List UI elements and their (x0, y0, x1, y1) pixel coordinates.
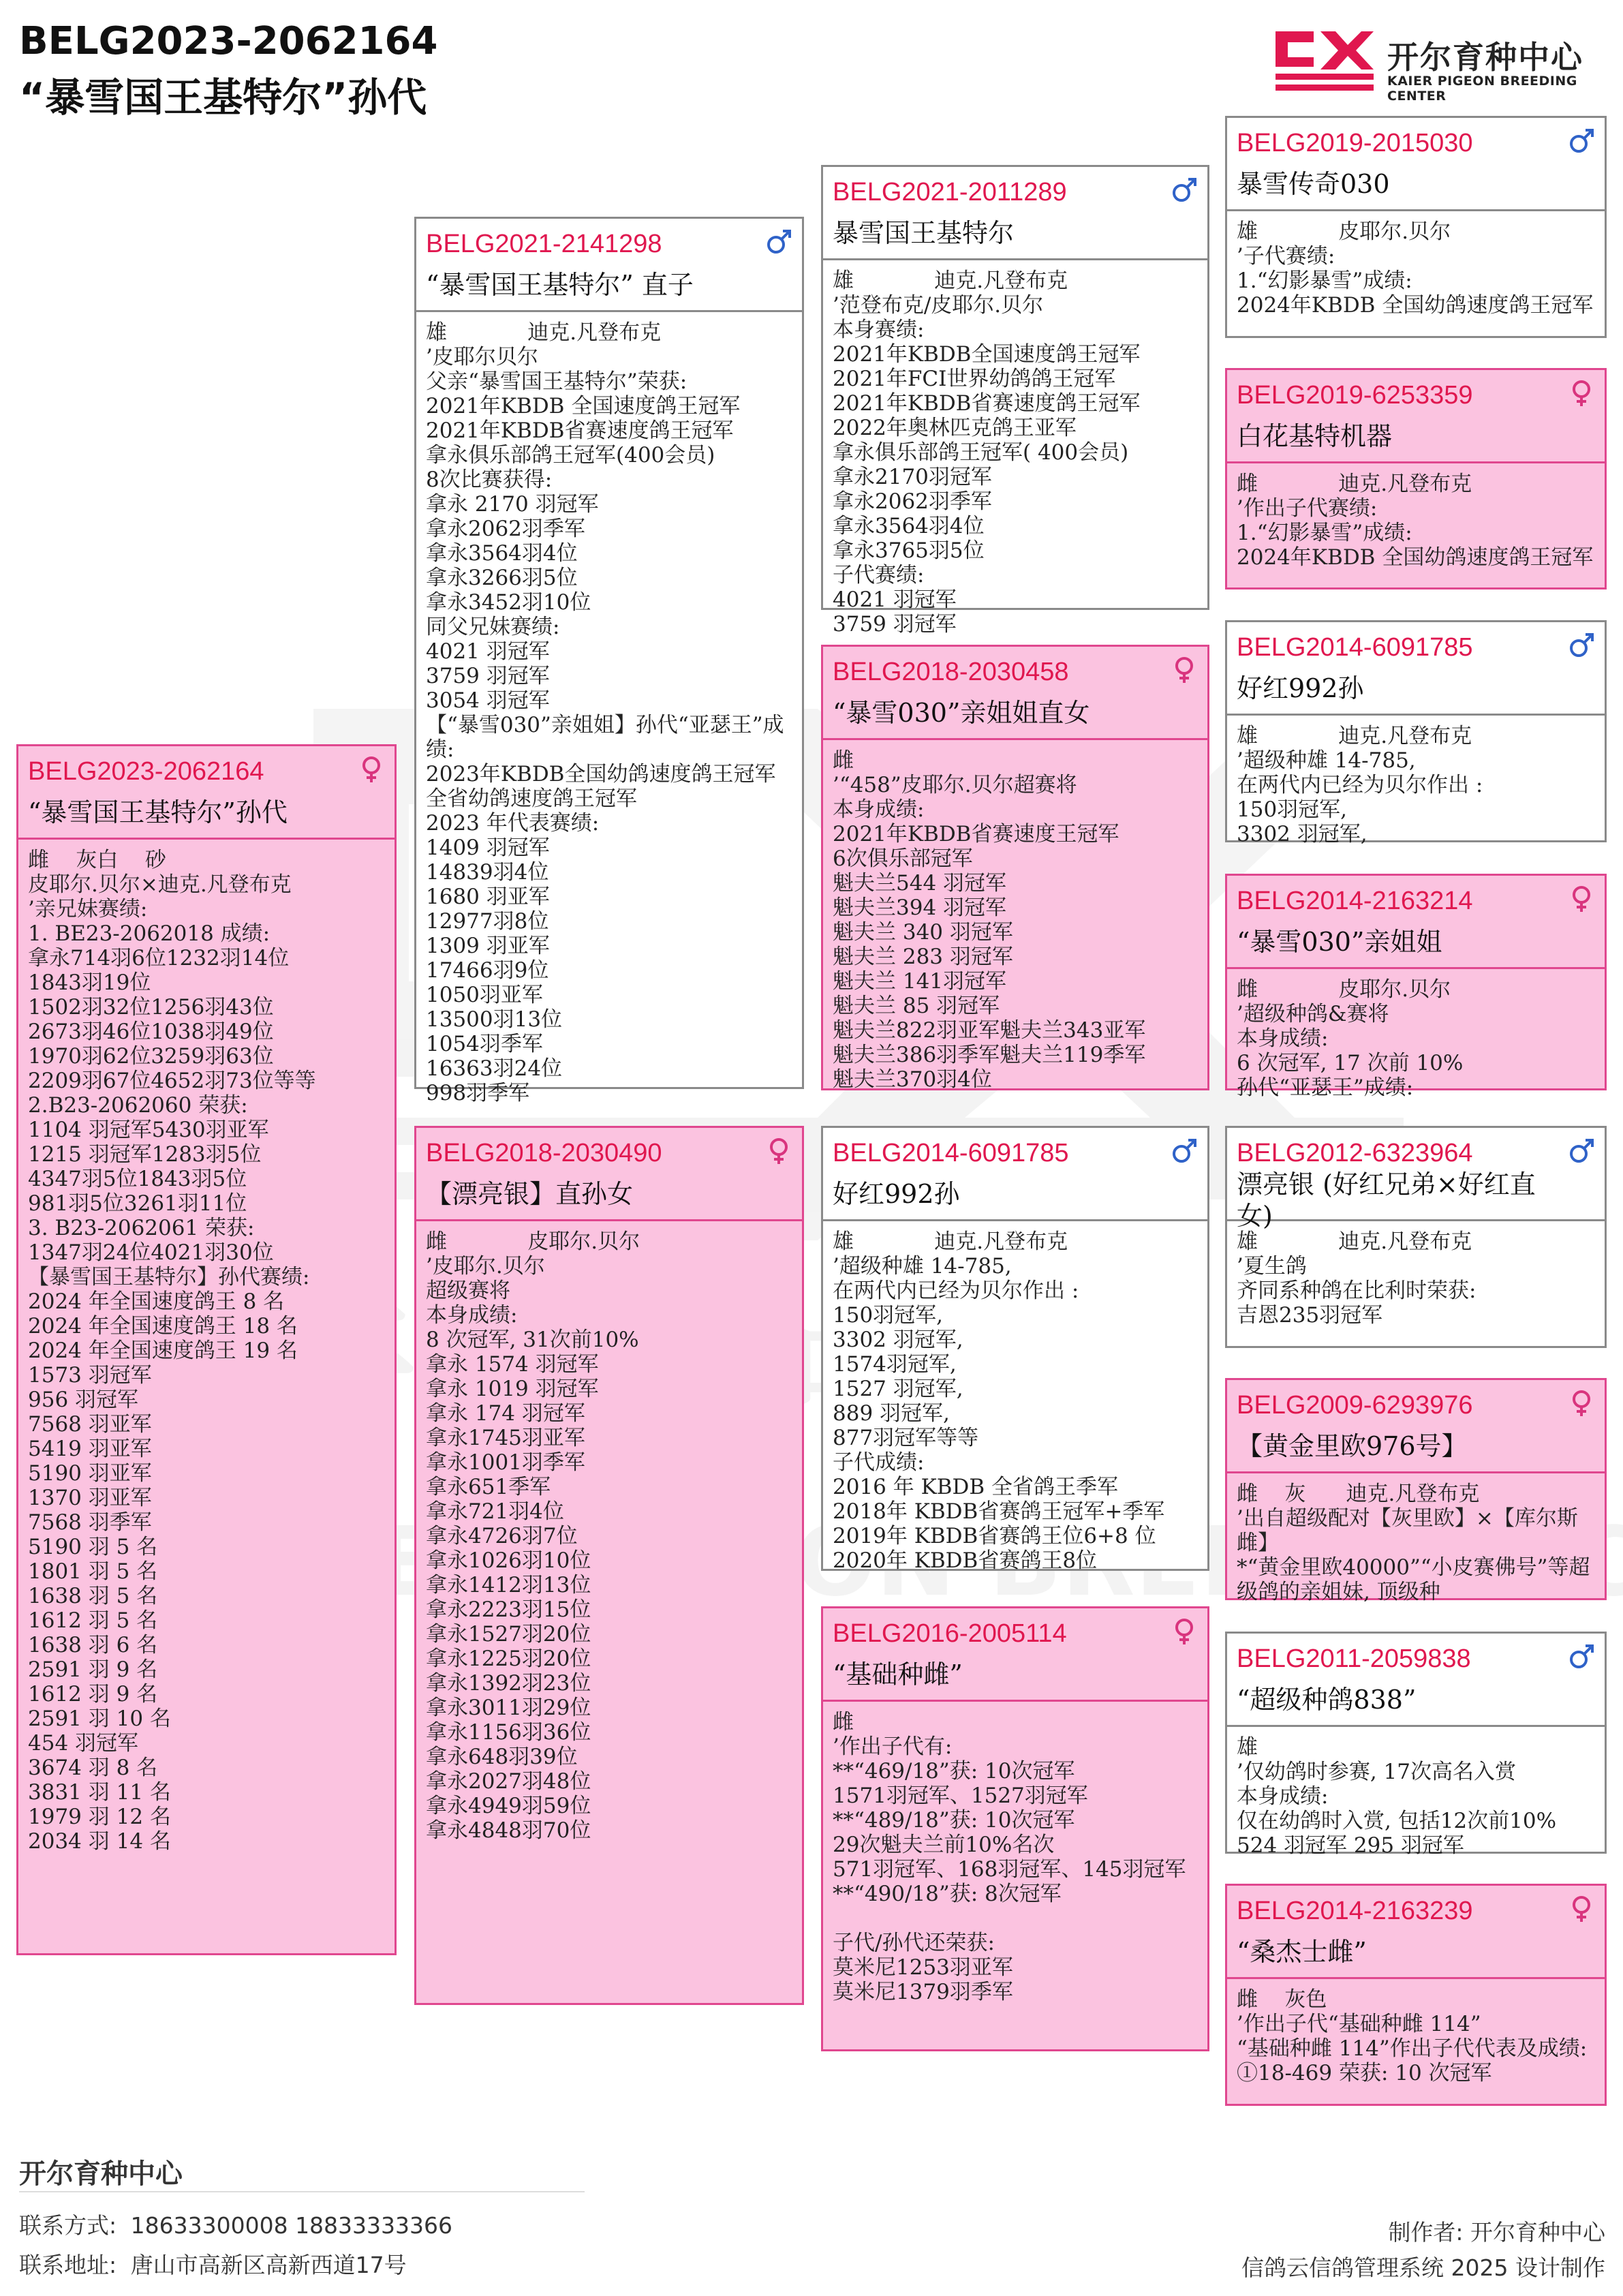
detail-line: 雌 皮耶尔.贝尔 (426, 1229, 640, 1254)
detail-line: 3831 羽 11 名 (28, 1780, 171, 1805)
detail-line: 拿永俱乐部鸽王冠军(400会员) (426, 443, 715, 468)
detail-line: 1050羽亚军 (426, 983, 543, 1007)
detail-line: 雄 皮耶尔.贝尔 (1237, 219, 1451, 244)
pigeon-name: 暴雪传奇030 (1237, 169, 1390, 199)
ring-number: BELG2014-6091785 (1237, 633, 1473, 662)
detail-line: 拿永3011羽29位 (426, 1696, 591, 1720)
detail-line: 16363羽24位 (426, 1056, 563, 1081)
ring-number: BELG2019-2015030 (1237, 129, 1473, 157)
card-header (823, 1128, 1207, 1221)
detail-line: 皮耶尔.贝尔×迪克.凡登布克 (28, 872, 292, 897)
card-sire-sire-dam[interactable] (1225, 368, 1607, 590)
ring-number: BELG2014-2163214 (1237, 887, 1473, 915)
detail-line: 8次比赛获得: (426, 468, 553, 492)
card-sire-dam[interactable] (821, 645, 1209, 1090)
detail-line: 雌 灰白 砂 (28, 848, 166, 872)
female-icon (1171, 1618, 1198, 1645)
detail-line: 孙代“亚瑟王”成绩: (1237, 1075, 1414, 1100)
detail-line: 1.“幻影暴雪”成绩: (1237, 521, 1412, 545)
detail-line: 2024年KBDB 全国幼鸽速度鸽王冠军 (1237, 545, 1594, 570)
detail-line: 2023年KBDB全国幼鸽速度鸽王冠军 (426, 762, 776, 786)
detail-line: 魁夫兰370羽4位 (833, 1067, 992, 1092)
card-header (1227, 1886, 1605, 1979)
detail-line: 998羽季军 (426, 1081, 530, 1105)
detail-line: **“490/18”获: 8次冠军 (833, 1882, 1062, 1906)
card-dam-dam-sire[interactable] (1225, 1632, 1607, 1858)
card-header (18, 746, 395, 840)
detail-line: 莫米尼1379羽季军 (833, 1980, 1013, 2004)
male-icon (1568, 127, 1595, 155)
card-details (823, 740, 1207, 1092)
detail-line: 29次魁夫兰前10%名次 (833, 1833, 1055, 1857)
detail-line: 13500羽13位 (426, 1007, 563, 1032)
detail-line: 雄 迪克.凡登布克 (1237, 724, 1472, 748)
card-details (1227, 1979, 1605, 2085)
detail-line: 3759 羽冠军 (426, 664, 550, 688)
detail-line: ’皮耶尔.贝尔 (426, 1254, 545, 1279)
pigeon-name: “暴雪030”亲姐姐直女 (833, 698, 1090, 728)
male-icon (1568, 1643, 1595, 1670)
detail-line: 【“暴雪030”亲姐姐】孙代“亚瑟王”成绩: (426, 713, 784, 762)
detail-line: 2024 年全国速度鸽王 8 名 (28, 1289, 285, 1314)
detail-line: 1054羽季军 (426, 1032, 543, 1056)
card-sire-sire-sire[interactable] (1225, 116, 1607, 338)
detail-line: 2021年KBDB省赛速度鸽王冠军 (833, 391, 1141, 416)
card-dam-sire-sire[interactable] (1225, 1126, 1607, 1348)
male-icon (765, 228, 792, 256)
detail-line: ’仅幼鸽时参赛, 17次高名入赏 (1237, 1760, 1517, 1784)
pigeon-name: “暴雪030”亲姐姐 (1237, 927, 1442, 957)
ring-number: BELG2021-2011289 (833, 178, 1067, 206)
card-details (1227, 969, 1605, 1100)
detail-line: 拿永1156羽36位 (426, 1720, 591, 1745)
detail-line: 1347羽24位4021羽30位 (28, 1240, 274, 1265)
detail-line: 2591 羽 10 名 (28, 1706, 171, 1731)
card-header (1227, 370, 1605, 463)
detail-line: 1970羽62位3259羽63位 (28, 1044, 274, 1069)
detail-line: 1.“幻影暴雪”成绩: (1237, 269, 1412, 293)
detail-line: 本身成绩: (833, 797, 925, 822)
detail-line: 魁夫兰 283 羽冠军 (833, 945, 1013, 969)
detail-line: 本身成绩: (1237, 1784, 1329, 1809)
detail-line: 【暴雪国王基特尔】孙代赛绩: (28, 1265, 310, 1289)
detail-line: 4021 羽冠军 (426, 639, 550, 664)
detail-line: 拿永 2170 羽冠军 (426, 492, 599, 517)
detail-line: 在两代内已经为贝尔作出 : (833, 1279, 1079, 1303)
card-header (416, 1128, 802, 1221)
detail-line: 齐同系种鸽在比利时荣获: (1237, 1279, 1477, 1303)
pigeon-name: 【漂亮银】直孙女 (426, 1179, 634, 1209)
detail-line: 2021年KBDB 全国速度鸽王冠军 (426, 394, 741, 418)
female-icon (1568, 1390, 1595, 1417)
detail-line: 1527 羽冠军, (833, 1377, 963, 1401)
card-subject[interactable] (16, 744, 397, 1955)
detail-line: ’夏生鸽 (1237, 1254, 1307, 1279)
card-sire-dam-dam[interactable] (1225, 874, 1607, 1100)
card-header (1227, 1128, 1605, 1231)
pigeon-name: 好红992孙 (833, 1179, 960, 1209)
detail-line: 全省幼鸽速度鸽王冠军 (426, 786, 637, 811)
detail-line: 拿永1026羽10位 (426, 1548, 591, 1573)
detail-line: 拿永1745羽亚军 (426, 1426, 585, 1450)
female-icon (1568, 1895, 1595, 1923)
detail-line: 2591 羽 9 名 (28, 1657, 158, 1682)
card-details (416, 1221, 802, 1843)
ring-number: BELG2023-2062164 (28, 757, 264, 786)
detail-line: 1370 羽亚军 (28, 1486, 152, 1510)
detail-line: 雌 皮耶尔.贝尔 (1237, 977, 1451, 1002)
detail-line: 1680 羽亚军 (426, 885, 550, 909)
detail-line: 拿永3564羽4位 (833, 514, 985, 538)
pigeon-name: 【黄金里欧976号】 (1237, 1431, 1468, 1461)
detail-line: 拿永1392羽23位 (426, 1671, 591, 1696)
detail-line: 1502羽32位1256羽43位 (28, 995, 274, 1020)
detail-line: 3674 羽 8 名 (28, 1756, 158, 1780)
detail-line: 拿永 1574 羽冠军 (426, 1352, 599, 1377)
detail-line: 父亲“暴雪国王基特尔”荣获: (426, 369, 687, 394)
ring-number: BELG2012-6323964 (1237, 1139, 1473, 1167)
detail-line: 7568 羽亚军 (28, 1412, 152, 1437)
pigeon-name: “暴雪国王基特尔” 直子 (426, 270, 694, 300)
detail-line: 子代赛绩: (833, 563, 925, 587)
detail-line: 1612 羽 9 名 (28, 1682, 158, 1706)
detail-line: 1612 羽 5 名 (28, 1608, 158, 1633)
detail-line: 8 次冠军, 31次前10% (426, 1328, 639, 1352)
detail-line: 17466羽9位 (426, 958, 549, 983)
detail-line: 2022年奥林匹克鸽王亚军 (833, 416, 1077, 440)
detail-line: 1574羽冠军, (833, 1352, 957, 1377)
detail-line: 拿永1225羽20位 (426, 1647, 591, 1671)
company-logo (1273, 27, 1613, 104)
detail-line: “基础种雌 114”作出子代代表及成绩: (1237, 2036, 1588, 2061)
detail-line: 2024 年全国速度鸽王 19 名 (28, 1338, 298, 1363)
card-details (1227, 211, 1605, 318)
detail-line: 拿永俱乐部鸽王冠军( 400会员) (833, 440, 1129, 465)
detail-line: 1309 羽亚军 (426, 934, 550, 958)
detail-line: 吉恩235羽冠军 (1237, 1303, 1383, 1328)
detail-line: 拿永1527羽20位 (426, 1622, 591, 1647)
detail-line: 3302 羽冠军, (833, 1328, 963, 1352)
ring-number: BELG2018-2030490 (426, 1139, 662, 1167)
detail-line: 超级赛将 (426, 1279, 510, 1303)
detail-line: 本身赛绩: (833, 318, 925, 342)
detail-line: 3302 羽冠军, (1237, 822, 1367, 846)
card-sire-dam-sire[interactable] (1225, 620, 1607, 846)
pigeon-name: “暴雪国王基特尔”孙代 (28, 797, 288, 827)
ring-number: BELG2021-2141298 (426, 230, 662, 258)
detail-line: 子代/孙代还荣获: (833, 1931, 995, 1955)
detail-line: 子代成绩: (833, 1450, 925, 1475)
pigeon-name: “桑杰士雌” (1237, 1937, 1367, 1967)
detail-line: ’作出子代“基础种雌 114” (1237, 2012, 1481, 2036)
footer-address-value: 唐山市高新区高新西道17号 (130, 2252, 407, 2278)
card-details (823, 1702, 1207, 2004)
card-details (823, 260, 1207, 637)
detail-line: 2673羽46位1038羽49位 (28, 1020, 274, 1044)
detail-line: 2024 年全国速度鸽王 18 名 (28, 1314, 298, 1338)
ring-number: BELG2016-2005114 (833, 1619, 1067, 1648)
detail-line (833, 1906, 1198, 1931)
detail-line: 981羽5位3261羽11位 (28, 1191, 247, 1216)
detail-line: 拿永3564羽4位 (426, 541, 578, 566)
detail-line: 2016 年 KBDB 全省鸽王季军 (833, 1475, 1119, 1499)
female-icon (765, 1137, 792, 1165)
detail-line: 雄 迪克.凡登布克 (833, 269, 1068, 293)
card-header (416, 219, 802, 312)
male-icon (1171, 1137, 1198, 1165)
detail-line: 877羽冠军等等 (833, 1426, 979, 1450)
pedigree-ring-id: BELG2023-2062164 (19, 19, 438, 63)
female-icon (1568, 380, 1595, 407)
detail-line: 魁夫兰 85 羽冠军 (833, 994, 1000, 1018)
detail-line: 2023 年代表赛绩: (426, 811, 600, 836)
pigeon-name: 白花基特机器 (1237, 421, 1393, 451)
detail-line: 5190 羽 5 名 (28, 1535, 158, 1559)
detail-line: 拿永 174 羽冠军 (426, 1401, 585, 1426)
card-details (1227, 1727, 1605, 1858)
detail-line: 魁夫兰394 羽冠军 (833, 896, 1007, 920)
pigeon-name: 好红992孙 (1237, 673, 1364, 703)
card-dam-dam-dam[interactable] (1225, 1884, 1607, 2106)
footer-contact (19, 2208, 452, 2240)
ring-number: BELG2018-2030458 (833, 658, 1069, 686)
detail-line: 1638 羽 5 名 (28, 1584, 158, 1608)
card-details (1227, 1221, 1605, 1328)
detail-line: 2020年 KBDB省赛鸽王8位 (833, 1548, 1098, 1573)
detail-line: ’出自超级配对【灰里欧】×【库尔斯雌】 (1237, 1506, 1578, 1555)
detail-line: 拿永721羽4位 (426, 1499, 564, 1524)
detail-line: 魁夫兰386羽季军魁夫兰119季军 (833, 1043, 1146, 1067)
detail-line: 4021 羽冠军 (833, 587, 957, 612)
detail-line: 魁夫兰544 羽冠军 (833, 871, 1007, 896)
card-details (823, 1221, 1207, 1573)
footer-contact-value: 18633300008 18833333366 (130, 2212, 453, 2239)
card-details (1227, 1473, 1605, 1604)
pedigree-title: “暴雪国王基特尔”孙代 (19, 74, 427, 121)
card-dam-sire-dam[interactable] (1225, 1378, 1607, 1604)
detail-line: 889 羽冠军, (833, 1401, 950, 1426)
detail-line: 3759 羽冠军 (833, 612, 957, 637)
card-sire-sire[interactable] (821, 165, 1209, 637)
detail-line: 7568 羽季军 (28, 1510, 152, 1535)
footer-address (19, 2248, 407, 2280)
detail-line: ’作出子代有: (833, 1734, 953, 1759)
detail-line: 拿永651季军 (426, 1475, 551, 1499)
detail-line: ’亲兄妹赛绩: (28, 897, 148, 921)
detail-line: 同父兄妹赛绩: (426, 615, 560, 639)
detail-line: ’范登布克/皮耶尔.贝尔 (833, 293, 1044, 318)
card-header (823, 647, 1207, 740)
ring-number: BELG2009-6293976 (1237, 1391, 1473, 1420)
card-details (1227, 716, 1605, 846)
detail-line: 1409 羽冠军 (426, 836, 550, 860)
detail-line: 6次俱乐部冠军 (833, 846, 973, 871)
card-header (1227, 876, 1605, 969)
detail-line: 拿永3266羽5位 (426, 566, 578, 590)
detail-line: 2018年 KBDB省赛鸽王冠军+季军 (833, 1499, 1165, 1524)
pigeon-name: “基础种雌” (833, 1659, 963, 1689)
detail-line: ’超级种鸽&赛将 (1237, 1002, 1389, 1026)
card-header (1227, 1380, 1605, 1473)
detail-line: 2.B23-2062060 荣获: (28, 1093, 248, 1118)
ring-number: BELG2014-6091785 (833, 1139, 1069, 1167)
detail-line: 拿永1412羽13位 (426, 1573, 591, 1597)
detail-line: 2021年FCI世界幼鸽鸽王冠军 (833, 367, 1116, 391)
detail-line: 拿永3765羽5位 (833, 538, 985, 563)
detail-line: ’超级种雄 14-785, (1237, 748, 1416, 773)
detail-line: 12977羽8位 (426, 909, 549, 934)
logo-text-en: KAIER PIGEON BREEDING CENTER (1387, 74, 1577, 104)
detail-line: 3. B23-2062061 荣获: (28, 1216, 255, 1240)
male-icon (1171, 177, 1198, 204)
detail-line: 拿永714羽6位1232羽14位 (28, 946, 290, 970)
footer-divider (19, 2191, 585, 2192)
detail-line: 1638 羽 6 名 (28, 1633, 158, 1657)
male-icon (1568, 632, 1595, 659)
logo-text-cn: 开尔育种中心 (1387, 39, 1583, 76)
detail-line: 2024年KBDB 全国幼鸽速度鸽王冠军 (1237, 293, 1594, 318)
detail-line: 3054 羽冠军 (426, 688, 550, 713)
detail-line: 454 羽冠军 (28, 1731, 139, 1756)
detail-line: 本身成绩: (1237, 1026, 1329, 1051)
detail-line: 雌 迪克.凡登布克 (1237, 472, 1472, 496)
detail-line: 6 次冠军, 17 次前 10% (1237, 1051, 1464, 1075)
card-details (18, 840, 395, 1854)
card-dam[interactable] (414, 1126, 804, 2005)
kaier-logo-icon (1273, 27, 1375, 95)
detail-line: ’作出子代赛绩: (1237, 496, 1378, 521)
detail-line: 5190 羽亚军 (28, 1461, 152, 1486)
detail-line: 1. BE23-2062018 成绩: (28, 921, 270, 946)
footer-company: 开尔育种中心 (19, 2158, 183, 2190)
detail-line: 莫米尼1253羽亚军 (833, 1955, 1013, 1980)
detail-line: 1573 羽冠军 (28, 1363, 152, 1388)
card-header (823, 167, 1207, 260)
female-icon (358, 756, 385, 783)
detail-line: 拿永4848羽70位 (426, 1818, 591, 1843)
detail-line: 524 羽冠军 295 羽冠军 (1237, 1833, 1464, 1858)
detail-line: 雄 (1237, 1735, 1258, 1760)
footer-maker: 制作者: 开尔育种中心 (1388, 2219, 1605, 2246)
detail-line: 150羽冠军, (1237, 797, 1348, 822)
detail-line: ’“458”皮耶尔.贝尔超赛将 (833, 773, 1077, 797)
card-dam-dam[interactable] (821, 1606, 1209, 2051)
male-icon (1568, 1137, 1595, 1165)
detail-line: 1843羽19位 (28, 970, 151, 995)
card-header (1227, 622, 1605, 716)
detail-line: ’子代赛绩: (1237, 244, 1335, 269)
detail-line: 2209羽67位4652羽73位等等 (28, 1069, 316, 1093)
card-sire[interactable] (414, 217, 804, 1105)
detail-line: 魁夫兰 340 羽冠军 (833, 920, 1013, 945)
detail-line: ’超级种雄 14-785, (833, 1254, 1012, 1279)
detail-line: 1801 羽 5 名 (28, 1559, 158, 1584)
detail-line: 956 羽冠军 (28, 1388, 139, 1412)
card-dam-sire[interactable] (821, 1126, 1209, 1571)
detail-line: ①18-469 荣获: 10 次冠军 (1237, 2061, 1492, 2085)
female-icon (1171, 656, 1198, 684)
detail-line: **“469/18”获: 10次冠军 (833, 1759, 1075, 1784)
detail-line: 1104 羽冠军5430羽亚军 (28, 1118, 269, 1142)
detail-line: 拿永4726羽7位 (426, 1524, 578, 1548)
detail-line: **“489/18”获: 10次冠军 (833, 1808, 1075, 1833)
detail-line: 571羽冠军、168羽冠军、145羽冠军 (833, 1857, 1186, 1882)
detail-line: 拿永2062羽季军 (833, 489, 992, 514)
pigeon-name: “超级种鸽838” (1237, 1685, 1417, 1715)
detail-line: 魁夫兰822羽亚军魁夫兰343亚军 (833, 1018, 1146, 1043)
detail-line: 拿永4949羽59位 (426, 1794, 591, 1818)
detail-line: 2021年KBDB省赛速度王冠军 (833, 822, 1119, 846)
detail-line: 雌 (833, 1710, 854, 1734)
detail-line: 4347羽5位1843羽5位 (28, 1167, 247, 1191)
card-header (1227, 1634, 1605, 1727)
detail-line: 150羽冠军, (833, 1303, 944, 1328)
detail-line: 拿永2170羽冠军 (833, 465, 992, 489)
card-details (1227, 463, 1605, 570)
ring-number: BELG2011-2059838 (1237, 1644, 1471, 1673)
detail-line: 拿永 1019 羽冠军 (426, 1377, 599, 1401)
card-details (416, 312, 802, 1105)
detail-line: 拿永648羽39位 (426, 1745, 578, 1769)
detail-line: *“黄金里欧40000”“小皮赛佛号”等超级鸽的亲姐妹, 顶级种 (1237, 1555, 1590, 1604)
pigeon-name: 暴雪国王基特尔 (833, 218, 1015, 248)
detail-line: 1979 羽 12 名 (28, 1805, 171, 1829)
detail-line: 拿永1001羽季军 (426, 1450, 585, 1475)
detail-line: 雌 灰 迪克.凡登布克 (1237, 1482, 1480, 1506)
detail-line: 雄 迪克.凡登布克 (833, 1229, 1068, 1254)
detail-line: 雌 灰色 (1237, 1987, 1327, 2012)
detail-line: 仅在幼鸽时入赏, 包括12次前10% (1237, 1809, 1557, 1833)
footer-system: 信鸽云信鸽管理系统 2025 设计制作 (1241, 2254, 1605, 2281)
detail-line: 在两代内已经为贝尔作出 : (1237, 773, 1483, 797)
detail-line: 5419 羽亚军 (28, 1437, 152, 1461)
detail-line: 雄 迪克.凡登布克 (1237, 1229, 1472, 1254)
footer-contact-label: 联系方式: (19, 2212, 117, 2239)
detail-line: 14839羽4位 (426, 860, 549, 885)
detail-line: 2019年 KBDB省赛鸽王位6+8 位 (833, 1524, 1156, 1548)
footer-address-label: 联系地址: (19, 2252, 117, 2278)
detail-line: 1215 羽冠军1283羽5位 (28, 1142, 262, 1167)
detail-line: 拿永3452羽10位 (426, 590, 591, 615)
card-header (823, 1608, 1207, 1702)
detail-line: 拿永2223羽15位 (426, 1597, 591, 1622)
detail-line: 2021年KBDB省赛速度鸽王冠军 (426, 418, 734, 443)
ring-number: BELG2014-2163239 (1237, 1897, 1473, 1925)
detail-line: 本身成绩: (426, 1303, 518, 1328)
detail-line: 1571羽冠军、1527羽冠军 (833, 1784, 1088, 1808)
pigeon-name: 漂亮银 (好红兄弟×好红直女) (1237, 1169, 1536, 1231)
detail-line: 魁夫兰 141羽冠军 (833, 969, 1007, 994)
card-header (1227, 118, 1605, 211)
detail-line: ’皮耶尔贝尔 (426, 345, 538, 369)
detail-line: 拿永2062羽季军 (426, 517, 585, 541)
detail-line: 拿永2027羽48位 (426, 1769, 591, 1794)
female-icon (1568, 885, 1595, 913)
detail-line: 2021年KBDB全国速度鸽王冠军 (833, 342, 1141, 367)
detail-line: 雄 迪克.凡登布克 (426, 320, 662, 345)
ring-number: BELG2019-6253359 (1237, 381, 1473, 410)
detail-line: 2034 羽 14 名 (28, 1829, 171, 1854)
detail-line: 雌 (833, 748, 854, 773)
